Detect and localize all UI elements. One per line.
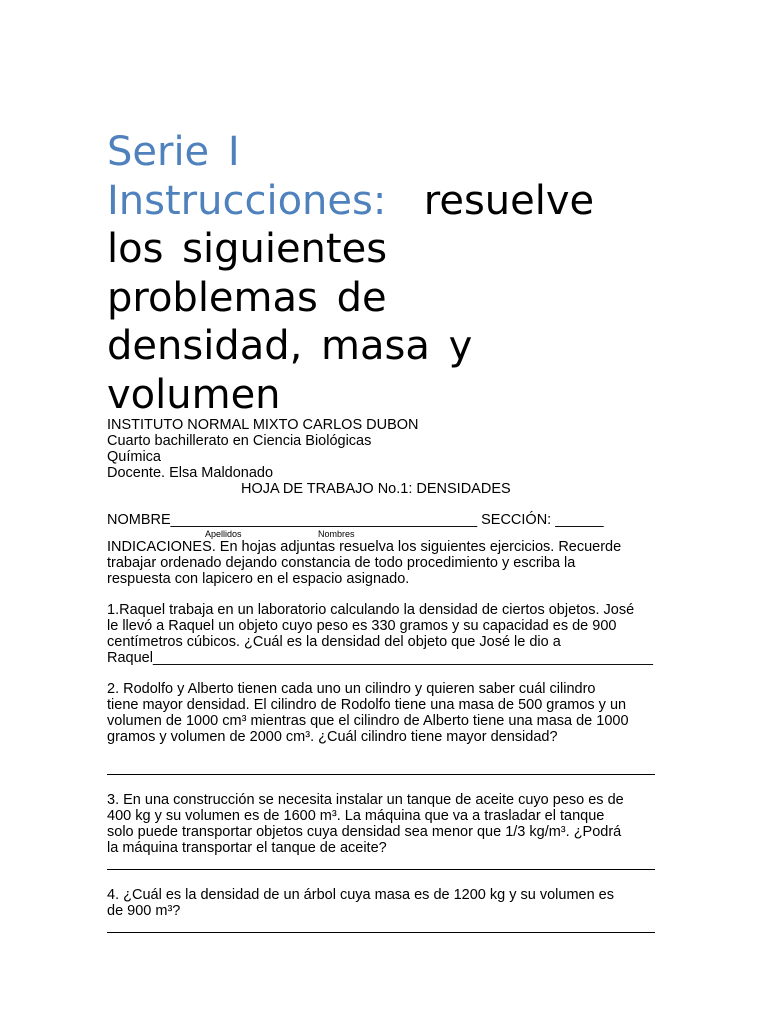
problem-1-answer-line: Raquel______________________________________________________________ — [107, 650, 653, 666]
problem-4-line-2: de 900 m³? — [107, 903, 181, 919]
problem-2-line-3: volumen de 1000 cm³ mientras que el cilindro de Alberto tiene una masa de 1000 — [107, 713, 629, 729]
instructions-line — [107, 177, 667, 226]
instructions-label: Instrucciones: — [107, 177, 387, 224]
problem-4-line-1: 4. ¿Cuál es la densidad de un árbol cuya masa es de 1200 kg y su volumen es — [107, 887, 614, 903]
problem-1-line-1: 1.Raquel trabaja en un laboratorio calculando la densidad de ciertos objetos. José — [107, 602, 635, 618]
problem-2-answer-rule — [107, 774, 655, 775]
worksheet-title: HOJA DE TRABAJO No.1: DENSIDADES — [241, 481, 511, 497]
problem-1-line-2: le llevó a Raquel un objeto cuyo peso es 330 gramos y su capacidad es de 900 — [107, 618, 617, 634]
heading-line-4: volumen — [107, 371, 281, 418]
problem-2-line-4: gramos y volumen de 2000 cm³. ¿Cuál cilindro tiene mayor densidad? — [107, 729, 558, 745]
indications-line-3: respuesta con lapicero en el espacio asignado. — [107, 571, 410, 587]
institute-name: INSTITUTO NORMAL MIXTO CARLOS DUBON — [107, 417, 419, 433]
heading-line-1: los siguientes — [107, 226, 388, 272]
problem-2-line-1: 2. Rodolfo y Alberto tienen cada uno un cilindro y quieren saber cuál cilindro — [107, 681, 596, 697]
serie-title: Serie I — [107, 129, 240, 175]
problem-3-answer-rule — [107, 869, 655, 870]
indications-line-1: INDICACIONES. En hojas adjuntas resuelva los siguientes ejercicios. Recuerde — [107, 539, 622, 555]
problem-4-answer-rule — [107, 932, 655, 933]
problem-2-line-2: tiene mayor densidad. El cilindro de Rodolfo tiene una masa de 500 gramos y un — [107, 697, 627, 713]
problem-3-line-3: solo puede transportar objetos cuya densidad sea menor que 1/3 kg/m³. ¿Podrá — [107, 824, 622, 840]
heading-line-3: densidad, masa y — [107, 323, 473, 369]
instructions-heading — [107, 128, 667, 419]
grade-line: Cuarto bachillerato en Ciencia Biológicas — [107, 433, 372, 449]
problem-1-line-3: centímetros cúbicos. ¿Cuál es la densidad del objeto que José le dio a — [107, 634, 561, 650]
heading-line-2: problemas de — [107, 274, 387, 321]
indications-line-2: trabajar ordenado dejando constancia de todo procedimiento y escriba la — [107, 555, 576, 571]
name-section-row: NOMBRE______________________________________ SECCIÓN: ______ — [107, 512, 604, 528]
teacher-line: Docente. Elsa Maldonado — [107, 465, 274, 481]
subject-line: Química — [107, 449, 161, 465]
problem-3-line-1: 3. En una construcción se necesita instalar un tanque de aceite cuyo peso es de — [107, 792, 624, 808]
name-sub-nombres: Nombres — [318, 529, 355, 539]
name-sub-apellidos: Apellidos — [205, 529, 242, 539]
instructions-first-word: resuelve — [423, 177, 595, 224]
problem-3-line-2: 400 kg y su volumen es de 1600 m³. La máquina que va a trasladar el tanque — [107, 808, 605, 824]
problem-3-line-4: la máquina transportar el tanque de aceite? — [107, 840, 387, 856]
